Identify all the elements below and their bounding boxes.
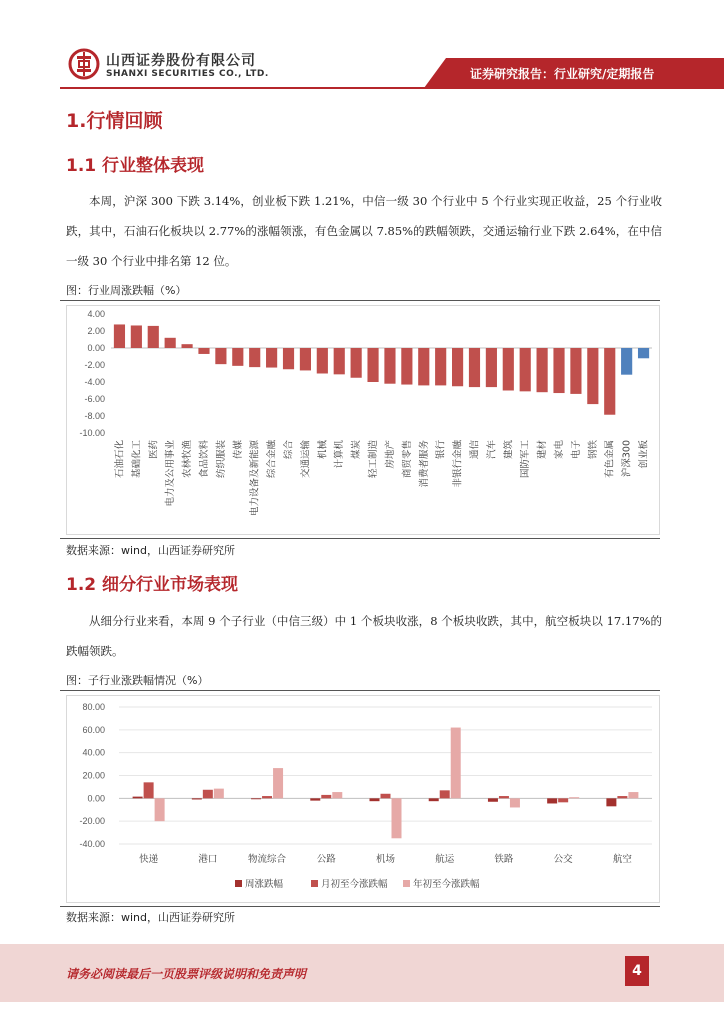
bar-房地产	[384, 348, 395, 384]
y-tick-label: 20.00	[82, 770, 105, 781]
bar-交通运输	[300, 348, 311, 370]
bar-非银行金融	[452, 348, 463, 386]
y-tick-label: 60.00	[82, 724, 105, 735]
x-category-label: 航空	[612, 854, 632, 865]
bar-综合金融	[266, 348, 277, 368]
bar-公交-周涨跌幅	[547, 798, 557, 803]
industry-bar-chart	[66, 305, 660, 535]
x-category-label: 公路	[316, 854, 336, 865]
x-category-label: 快递	[139, 854, 159, 865]
bar-机场-周涨跌幅	[370, 798, 380, 801]
bar-公路-年初至今涨跌幅	[332, 792, 342, 798]
bar-铁路-月初至今涨跌幅	[499, 796, 509, 798]
caption-divider	[60, 300, 660, 301]
paragraph-sub: 从细分行业来看，本周 9 个子行业（中信三级）中 1 个板块收涨，8 个板块收跌，其中，航空板块以 17.17%的跌幅领跌。	[66, 614, 662, 658]
x-category-label: 汽车	[486, 440, 498, 460]
report-header	[0, 0, 724, 96]
bar-物流综合-周涨跌幅	[251, 798, 261, 799]
bar-电子	[570, 348, 581, 394]
x-category-label: 家电	[554, 440, 566, 460]
bar-航运-周涨跌幅	[429, 798, 439, 801]
bar-航空-月初至今涨跌幅	[617, 796, 627, 798]
x-category-label: 物流综合	[248, 854, 287, 865]
x-category-label: 创业板	[638, 440, 650, 469]
y-tick-label: -4.00	[84, 377, 105, 387]
bar-农林牧渔	[181, 344, 192, 348]
industry-bar-chart-svg	[67, 306, 659, 534]
x-category-label: 钢铁	[587, 440, 599, 460]
bar-家电	[553, 348, 564, 393]
x-category-label: 机场	[375, 854, 396, 865]
bar-机场-年初至今涨跌幅	[392, 798, 402, 838]
source-note-sub: 数据来源：wind，山西证券研究所	[66, 911, 236, 924]
bar-建材	[537, 348, 548, 392]
bar-快递-周涨跌幅	[133, 797, 143, 799]
x-category-label: 农林牧渔	[182, 440, 194, 479]
x-category-label: 通信	[469, 440, 481, 460]
bar-物流综合-年初至今涨跌幅	[273, 768, 283, 798]
bar-港口-月初至今涨跌幅	[203, 790, 213, 799]
x-category-label: 建材	[537, 440, 549, 460]
y-tick-label: 0.00	[87, 343, 105, 353]
sub-industry-bar-chart	[66, 695, 660, 903]
bar-计算机	[334, 348, 345, 374]
y-tick-label: -6.00	[84, 394, 105, 404]
bar-建筑	[503, 348, 514, 391]
bar-沪深300	[621, 348, 632, 375]
x-category-label: 非银行金融	[452, 440, 464, 488]
y-tick-label: 80.00	[82, 702, 105, 712]
bar-煤炭	[351, 348, 362, 378]
bar-铁路-周涨跌幅	[488, 798, 498, 801]
bar-纺织服装	[215, 348, 226, 364]
bar-电力设备及新能源	[249, 348, 260, 367]
legend-label: 周涨跌幅	[245, 879, 284, 890]
x-category-label: 基础化工	[131, 440, 143, 479]
bar-医药	[148, 326, 159, 348]
source-note-industry: 数据来源：wind，山西证券研究所	[66, 544, 236, 557]
x-category-label: 石油石化	[114, 440, 126, 479]
bar-电力及公用事业	[165, 338, 176, 348]
x-category-label: 机械	[317, 440, 329, 460]
legend-label: 月初至今涨跌幅	[321, 879, 388, 890]
x-category-label: 纺织服装	[215, 440, 227, 479]
x-category-label: 电力设备及新能源	[249, 440, 261, 517]
y-tick-label: 0.00	[87, 793, 105, 804]
bar-港口-年初至今涨跌幅	[214, 789, 224, 799]
y-tick-label: -2.00	[84, 360, 105, 370]
bar-公交-年初至今涨跌幅	[569, 797, 579, 798]
y-tick-label: 4.00	[87, 309, 105, 319]
bar-物流综合-月初至今涨跌幅	[262, 796, 272, 798]
figure-caption-industry: 图：行业周涨跌幅（%）	[66, 284, 187, 297]
legend-label: 年初至今涨跌幅	[413, 879, 480, 890]
bar-汽车	[486, 348, 497, 387]
x-category-label: 消费者服务	[418, 440, 430, 488]
x-category-label: 银行	[435, 440, 447, 460]
company-logo-icon	[68, 48, 100, 80]
sub-industry-bar-chart-svg	[67, 696, 659, 902]
bar-有色金属	[604, 348, 615, 415]
bar-传媒	[232, 348, 243, 366]
section-title: 1.行情回顾	[66, 110, 163, 132]
bar-航运-年初至今涨跌幅	[451, 728, 461, 799]
page-number: 4	[625, 956, 649, 986]
source-divider	[60, 538, 660, 539]
bar-港口-周涨跌幅	[192, 798, 202, 799]
bar-快递-年初至今涨跌幅	[155, 798, 165, 821]
x-category-label: 传媒	[232, 440, 244, 460]
company-name-cn: 山西证券股份有限公司	[106, 53, 256, 69]
bar-消费者服务	[418, 348, 429, 385]
legend-swatch	[403, 880, 410, 887]
x-category-label: 医药	[148, 440, 160, 460]
legend-swatch	[235, 880, 242, 887]
bar-食品饮料	[198, 348, 209, 354]
y-tick-label: -8.00	[84, 411, 105, 421]
legend-swatch	[311, 880, 318, 887]
header-divider	[60, 87, 724, 89]
bar-钢铁	[587, 348, 598, 404]
bar-创业板	[638, 348, 649, 358]
bar-石油石化	[114, 324, 125, 348]
x-category-label: 商贸零售	[401, 440, 413, 479]
bar-国防军工	[520, 348, 531, 391]
bar-航运-月初至今涨跌幅	[440, 790, 450, 798]
company-name-en: SHANXI SECURITIES CO., LTD.	[106, 69, 269, 79]
x-category-label: 有色金属	[604, 440, 616, 479]
source-divider	[60, 906, 660, 907]
y-tick-label: 2.00	[87, 326, 105, 336]
bar-商贸零售	[401, 348, 412, 385]
y-tick-label: 40.00	[82, 747, 105, 758]
bar-航空-年初至今涨跌幅	[628, 792, 638, 798]
x-category-label: 综合金融	[266, 440, 278, 479]
subsection-title-overall: 1.1 行业整体表现	[66, 156, 205, 176]
bar-铁路-年初至今涨跌幅	[510, 798, 520, 807]
bar-银行	[435, 348, 446, 385]
bar-快递-月初至今涨跌幅	[144, 782, 154, 798]
x-category-label: 国防军工	[520, 440, 532, 479]
x-category-label: 航运	[435, 854, 455, 865]
bar-公交-月初至今涨跌幅	[558, 798, 568, 802]
y-tick-label: -40.00	[79, 839, 105, 849]
bar-公路-月初至今涨跌幅	[321, 795, 331, 798]
bar-机场-月初至今涨跌幅	[381, 794, 391, 799]
paragraph-overall: 本周，沪深 300 下跌 3.14%，创业板下跌 1.21%，中信一级 30 个行业中 5 个行业实现正收益，25 个行业收跌，其中，石油石化板块以 2.77%的涨幅领涨，有色金属以 7.85%的跌幅领跌，交通运输行业下跌 2.64%，在中信一级 30 个行业中排名第 12 位。	[66, 194, 662, 268]
x-category-label: 交通运输	[300, 440, 312, 479]
x-category-label: 公交	[553, 854, 573, 865]
bar-公路-周涨跌幅	[310, 798, 320, 800]
x-category-label: 食品饮料	[198, 440, 210, 479]
x-category-label: 电力及公用事业	[165, 440, 177, 507]
subsection-title-sub: 1.2 细分行业市场表现	[66, 575, 239, 595]
disclaimer-note: 请务必阅读最后一页股票评级说明和免责声明	[66, 967, 307, 981]
x-category-label: 沪深300	[621, 440, 633, 478]
x-category-label: 铁路	[494, 854, 514, 865]
bar-航空-周涨跌幅	[606, 798, 616, 806]
x-category-label: 电子	[570, 440, 582, 460]
y-tick-label: -20.00	[79, 816, 105, 827]
x-category-label: 房地产	[384, 440, 396, 469]
bar-轻工制造	[367, 348, 378, 382]
bar-综合	[283, 348, 294, 369]
x-category-label: 轻工制造	[368, 440, 380, 479]
report-type-label: 证券研究报告：行业研究/定期报告	[470, 67, 655, 81]
bar-通信	[469, 348, 480, 387]
x-category-label: 计算机	[334, 440, 346, 469]
x-category-label: 煤炭	[351, 440, 363, 460]
x-category-label: 建筑	[503, 440, 515, 460]
x-category-label: 综合	[283, 440, 295, 460]
caption-divider	[60, 690, 660, 691]
bar-基础化工	[131, 325, 142, 348]
figure-caption-sub: 图：子行业涨跌幅情况（%）	[66, 674, 209, 687]
y-tick-label: -10.00	[79, 428, 105, 438]
x-category-label: 港口	[198, 854, 218, 865]
bar-机械	[317, 348, 328, 374]
